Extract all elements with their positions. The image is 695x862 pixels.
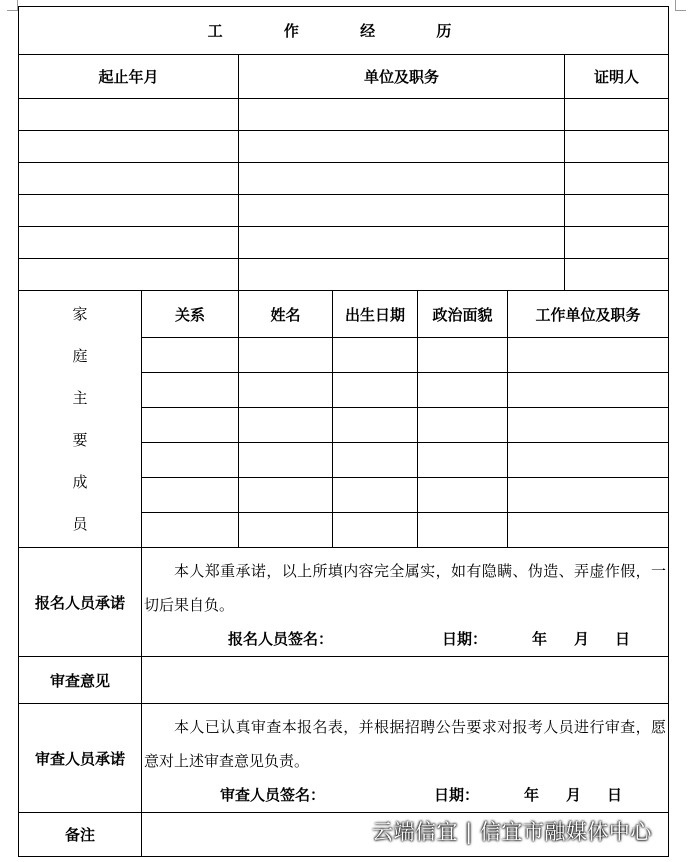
header-family-employer: 工作单位及职务	[508, 291, 669, 338]
family-employer-cell[interactable]	[508, 513, 669, 548]
remarks-label: 备注	[19, 813, 142, 857]
family-name-cell[interactable]	[239, 478, 333, 513]
family-label-char: 成	[72, 473, 88, 491]
family-label-char: 家	[72, 305, 88, 323]
work-history-title: 工 作 经 历	[19, 7, 669, 55]
review-opinion-cell[interactable]	[142, 657, 669, 704]
reviewer-commitment-text: 本人已认真审查本报名表，并根据招聘公告要求对报考人员进行审查，愿意对上述审查意见负责。	[144, 718, 666, 770]
applicant-day-label: 日	[615, 630, 631, 648]
family-name-cell[interactable]	[239, 338, 333, 373]
work-witness-cell[interactable]	[565, 131, 669, 163]
header-employer-position: 单位及职务	[239, 55, 565, 99]
work-employer-cell[interactable]	[239, 259, 565, 291]
margin-corner-mark-left	[7, 0, 18, 11]
work-employer-cell[interactable]	[239, 131, 565, 163]
family-header-row	[19, 291, 669, 338]
applicant-commitment-row	[19, 548, 669, 657]
applicant-commitment-cell	[142, 548, 669, 657]
family-relation-cell[interactable]	[142, 478, 239, 513]
work-period-cell[interactable]	[19, 99, 239, 131]
applicant-commitment-text: 本人郑重承诺，以上所填内容完全属实，如有隐瞒、伪造、弄虚作假，一切后果自负。	[144, 562, 666, 614]
family-label-char: 主	[72, 389, 88, 407]
reviewer-sign-label: 审查人员签名：	[220, 786, 326, 804]
applicant-month-label: 月	[574, 630, 590, 648]
family-employer-cell[interactable]	[508, 338, 669, 373]
family-birth-cell[interactable]	[333, 513, 418, 548]
source-watermark: 云端信宜 | 信宜市融媒体中心	[372, 820, 652, 844]
work-history-row	[19, 99, 669, 131]
work-employer-cell[interactable]	[239, 227, 565, 259]
family-relation-cell[interactable]	[142, 513, 239, 548]
work-history-header-row	[19, 55, 669, 99]
applicant-year-label: 年	[532, 630, 548, 648]
family-label-char: 庭	[72, 347, 88, 365]
work-period-cell[interactable]	[19, 195, 239, 227]
reviewer-commitment-label: 审查人员承诺	[19, 704, 142, 813]
work-witness-cell[interactable]	[565, 259, 669, 291]
family-name-cell[interactable]	[239, 408, 333, 443]
family-relation-cell[interactable]	[142, 408, 239, 443]
work-history-row	[19, 131, 669, 163]
header-relation: 关系	[142, 291, 239, 338]
family-name-cell[interactable]	[239, 513, 333, 548]
work-history-row	[19, 259, 669, 291]
work-witness-cell[interactable]	[565, 99, 669, 131]
reviewer-date-label: 日期：	[434, 786, 480, 804]
family-relation-cell[interactable]	[142, 338, 239, 373]
family-employer-cell[interactable]	[508, 373, 669, 408]
family-birth-cell[interactable]	[333, 338, 418, 373]
family-label-char: 员	[72, 515, 88, 533]
work-history-row	[19, 227, 669, 259]
reviewer-year-label: 年	[524, 786, 540, 804]
reviewer-month-label: 月	[566, 786, 582, 804]
family-employer-cell[interactable]	[508, 408, 669, 443]
work-witness-cell[interactable]	[565, 163, 669, 195]
family-political-cell[interactable]	[418, 513, 508, 548]
work-witness-cell[interactable]	[565, 227, 669, 259]
applicant-sign-label: 报名人员签名：	[228, 630, 334, 648]
family-birth-cell[interactable]	[333, 443, 418, 478]
reviewer-day-label: 日	[607, 786, 623, 804]
family-employer-cell[interactable]	[508, 478, 669, 513]
family-name-cell[interactable]	[239, 373, 333, 408]
family-political-cell[interactable]	[418, 478, 508, 513]
family-political-cell[interactable]	[418, 443, 508, 478]
work-period-cell[interactable]	[19, 163, 239, 195]
review-opinion-row	[19, 657, 669, 704]
family-employer-cell[interactable]	[508, 443, 669, 478]
family-relation-cell[interactable]	[142, 443, 239, 478]
applicant-signature-line	[142, 622, 668, 656]
family-political-cell[interactable]	[418, 338, 508, 373]
family-members-label	[19, 291, 142, 548]
header-witness: 证明人	[565, 55, 669, 99]
applicant-commitment-label: 报名人员承诺	[19, 548, 142, 657]
work-period-cell[interactable]	[19, 259, 239, 291]
application-form-table	[18, 6, 669, 857]
header-birth-date: 出生日期	[333, 291, 418, 338]
family-birth-cell[interactable]	[333, 478, 418, 513]
work-period-cell[interactable]	[19, 131, 239, 163]
work-employer-cell[interactable]	[239, 195, 565, 227]
header-period: 起止年月	[19, 55, 239, 99]
work-history-row	[19, 195, 669, 227]
margin-corner-mark-right	[675, 0, 686, 11]
family-birth-cell[interactable]	[333, 373, 418, 408]
family-birth-cell[interactable]	[333, 408, 418, 443]
work-witness-cell[interactable]	[565, 195, 669, 227]
family-relation-cell[interactable]	[142, 373, 239, 408]
reviewer-commitment-row	[19, 704, 669, 813]
work-employer-cell[interactable]	[239, 99, 565, 131]
reviewer-commitment-cell	[142, 704, 669, 813]
reviewer-signature-line	[142, 778, 668, 812]
review-opinion-label: 审查意见	[19, 657, 142, 704]
family-political-cell[interactable]	[418, 373, 508, 408]
header-political-status: 政治面貌	[418, 291, 508, 338]
work-period-cell[interactable]	[19, 227, 239, 259]
header-name: 姓名	[239, 291, 333, 338]
family-label-char: 要	[72, 431, 88, 449]
work-employer-cell[interactable]	[239, 163, 565, 195]
applicant-date-label: 日期：	[442, 630, 488, 648]
work-history-title-row	[19, 7, 669, 55]
family-name-cell[interactable]	[239, 443, 333, 478]
work-history-row	[19, 163, 669, 195]
family-political-cell[interactable]	[418, 408, 508, 443]
